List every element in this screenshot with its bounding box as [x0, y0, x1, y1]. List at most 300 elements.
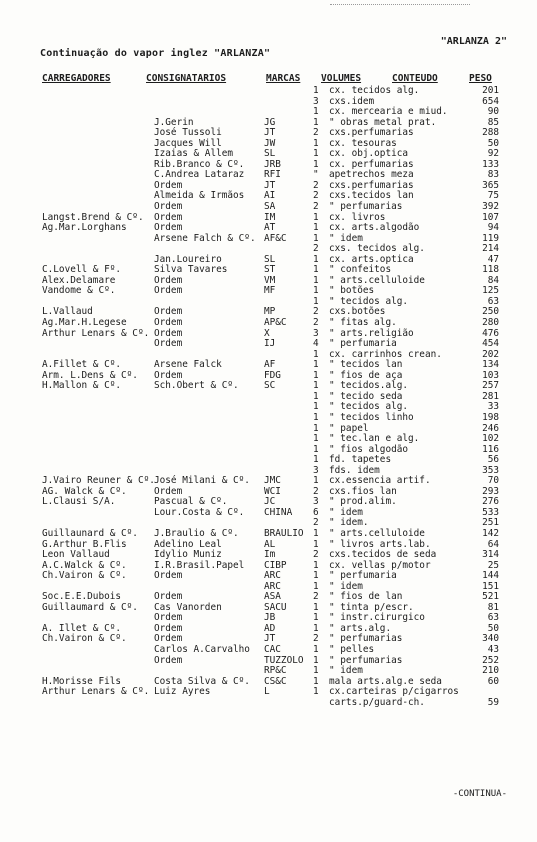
carregador-cell: A.Fillet & Cº.: [42, 359, 122, 371]
table-row: [0, 339, 537, 350]
conteudo-cell: " tecidos.alg.: [329, 380, 409, 392]
peso-cell: 64: [487, 538, 499, 550]
conteudo-cell: " tinta p/escr.: [329, 601, 414, 613]
volume-cell: 1: [313, 686, 319, 698]
marca-cell: L: [264, 686, 270, 698]
marca-cell: Im: [264, 549, 276, 561]
column-headers: [0, 73, 537, 87]
header-carregadores: CARREGADORES: [42, 73, 111, 84]
volume-cell: 1: [313, 211, 319, 223]
peso-cell: 43: [487, 643, 499, 655]
marca-cell: WCI: [264, 485, 281, 497]
peso-cell: 202: [482, 348, 499, 360]
conteudo-cell: cxs.tecidos lan: [329, 190, 414, 202]
conteudo-cell: " livros arts.lab.: [329, 538, 431, 550]
peso-cell: 392: [482, 201, 499, 213]
peso-cell: 201: [482, 85, 499, 96]
conteudo-cell: " papel: [329, 422, 369, 434]
table-row: [0, 392, 537, 403]
conteudo-cell: " perfumaria: [329, 570, 397, 582]
peso-cell: 476: [482, 327, 499, 339]
consignatario-cell: Ordem: [154, 211, 183, 223]
volume-cell: 1: [313, 665, 319, 677]
conteudo-cell: " fios de lan: [329, 591, 403, 603]
volume-cell: 1: [313, 559, 319, 571]
peso-cell: 133: [482, 158, 499, 170]
marca-cell: JW: [264, 137, 276, 149]
consignatario-cell: Ordem: [154, 633, 183, 645]
volume-cell: 1: [313, 380, 319, 392]
volume-cell: 1: [313, 253, 319, 265]
marca-cell: AD: [264, 622, 276, 634]
volume-cell: 2: [313, 485, 319, 497]
peso-cell: 210: [482, 665, 499, 677]
conteudo-cell: " arts.religião: [329, 327, 414, 339]
conteudo-cell: " arts.alg.: [329, 622, 392, 634]
marca-cell: JT: [264, 179, 276, 191]
consignatario-cell: Ordem: [154, 274, 183, 286]
consignatario-cell: Ordem: [154, 591, 183, 603]
carregador-cell: L.Clausi S/A.: [42, 496, 116, 508]
peso-cell: 92: [487, 148, 499, 160]
consignatario-cell: Cas Vanorden: [154, 601, 222, 613]
table-row: [0, 529, 537, 540]
carregador-cell: AG. Walck & Cº.: [42, 485, 127, 497]
marca-cell: AI: [264, 190, 276, 202]
peso-cell: 125: [482, 285, 499, 297]
volume-cell: 1: [313, 475, 319, 487]
consignatario-cell: Ordem: [154, 338, 183, 350]
marca-cell: JG: [264, 116, 276, 128]
conteudo-cell: " tecidos alg.: [329, 401, 409, 413]
conteudo-cell: " idem: [329, 665, 363, 677]
peso-cell: 293: [482, 485, 499, 497]
peso-cell: 251: [482, 517, 499, 529]
consignatario-cell: J.Braulio & Cº.: [154, 527, 239, 539]
header-consignatarios: CONSIGNATARIOS: [146, 73, 227, 84]
peso-cell: 47: [487, 253, 499, 265]
conteudo-cell: carts.p/guard-ch.: [329, 696, 425, 708]
conteudo-cell: " confeitos: [329, 264, 392, 276]
conteudo-cell: " tecidos linho: [329, 411, 414, 423]
peso-cell: 142: [482, 527, 499, 539]
volume-cell: 1: [313, 137, 319, 149]
marca-cell: SL: [264, 253, 276, 265]
conteudo-cell: cx. tecidos alg.: [329, 85, 420, 96]
conteudo-cell: cx. perfumarias: [329, 158, 414, 170]
conteudo-cell: cx.essencia artif.: [329, 475, 431, 487]
peso-cell: 250: [482, 306, 499, 318]
peso-cell: 454: [482, 338, 499, 350]
consignatario-cell: Ordem: [154, 201, 183, 213]
table-row: [0, 202, 537, 213]
peso-cell: 252: [482, 654, 499, 666]
conteudo-cell: cxs.fios lan: [329, 485, 397, 497]
marca-cell: BRAULIO: [264, 527, 304, 539]
marca-cell: JMC: [264, 475, 281, 487]
consignatario-cell: Ordem: [154, 654, 183, 666]
consignatario-cell: Rib.Branco & Cº.: [154, 158, 245, 170]
marca-cell: ASA: [264, 591, 281, 603]
volume-cell: 1: [313, 348, 319, 360]
volume-cell: 1: [313, 285, 319, 297]
volume-cell: 2: [313, 549, 319, 561]
table-row: [0, 413, 537, 424]
marca-cell: CS&C: [264, 675, 287, 687]
table-row: [0, 286, 537, 297]
volume-cell: 2: [313, 517, 319, 529]
peso-cell: 246: [482, 422, 499, 434]
marca-cell: X: [264, 327, 270, 339]
volume-cell: 1: [313, 654, 319, 666]
volume-cell: ": [313, 169, 319, 181]
table-row: [0, 445, 537, 456]
volume-cell: 1: [313, 570, 319, 582]
carregador-cell: Guillaunard & Cº.: [42, 527, 138, 539]
volume-cell: 3: [313, 327, 319, 339]
conteudo-cell: cx. livros: [329, 211, 386, 223]
conteudo-cell: cx. vellas p/motor: [329, 559, 431, 571]
conteudo-cell: " botões: [329, 285, 375, 297]
volume-cell: 1: [313, 390, 319, 402]
peso-cell: 103: [482, 369, 499, 381]
peso-cell: 59: [487, 696, 499, 708]
volume-cell: 1: [313, 622, 319, 634]
consignatario-cell: Ordem: [154, 306, 183, 318]
volume-cell: 1: [313, 411, 319, 423]
volume-cell: 3: [313, 496, 319, 508]
consignatario-cell: Adelino Leal: [154, 538, 222, 550]
peso-cell: 353: [482, 464, 499, 476]
page-reference: "ARLANZA 2": [440, 36, 507, 47]
manifest-table: [0, 86, 537, 708]
table-row: [0, 424, 537, 435]
volume-cell: 1: [313, 148, 319, 160]
peso-cell: 84: [487, 274, 499, 286]
conteudo-cell: " idem.: [329, 517, 369, 529]
marca-cell: CAC: [264, 643, 281, 655]
peso-cell: 340: [482, 633, 499, 645]
conteudo-cell: cxs.idem: [329, 95, 375, 107]
consignatario-cell: Ordem: [154, 222, 183, 234]
consignatario-cell: Ordem: [154, 179, 183, 191]
marca-cell: IM: [264, 211, 276, 223]
header-volumes: VOLUMES: [321, 73, 362, 84]
carregador-cell: Leon Vallaud: [42, 549, 110, 561]
conteudo-cell: cx. arts.algodão: [329, 222, 420, 234]
carregador-cell: Ch.Vairon & Cº.: [42, 570, 127, 582]
conteudo-cell: mala arts.alg.e seda: [329, 675, 442, 687]
consignatario-cell: Almeida & Irmãos: [154, 190, 245, 202]
consignatario-cell: Jacques Will: [154, 137, 222, 149]
marca-cell: IJ: [264, 338, 276, 350]
marca-cell: SA: [264, 201, 276, 213]
table-row: [0, 86, 537, 97]
marca-cell: JT: [264, 127, 276, 139]
peso-cell: 102: [482, 433, 499, 445]
carregador-cell: Alex.Delamare: [42, 274, 116, 286]
marca-cell: AF: [264, 359, 276, 371]
carregador-cell: C.Lovell & Fº.: [42, 264, 122, 276]
conteudo-cell: cx. obj.optica: [329, 148, 409, 160]
volume-cell: 1: [313, 675, 319, 687]
consignatario-cell: Ordem: [154, 369, 183, 381]
volume-cell: 3: [313, 95, 319, 107]
marca-cell: ST: [264, 264, 276, 276]
volume-cell: 2: [313, 306, 319, 318]
conteudo-cell: cx. tesouras: [329, 137, 397, 149]
consignatario-cell: Ordem: [154, 285, 183, 297]
consignatario-cell: Ordem: [154, 485, 183, 497]
peso-cell: 83: [487, 169, 499, 181]
table-row: [0, 402, 537, 413]
marca-cell: ARC: [264, 570, 281, 582]
table-row: [0, 97, 537, 108]
conteudo-cell: cx.carteiras p/cigarros: [329, 686, 459, 698]
marca-cell: RP&C: [264, 665, 287, 677]
peso-cell: 81: [487, 601, 499, 613]
peso-cell: 281: [482, 390, 499, 402]
marca-cell: AL: [264, 538, 276, 550]
volume-cell: 1: [313, 274, 319, 286]
consignatario-cell: Silva Tavares: [154, 264, 228, 276]
marca-cell: SC: [264, 380, 276, 392]
carregador-cell: L.Vallaud: [42, 306, 93, 318]
conteudo-cell: " pelles: [329, 643, 375, 655]
conteudo-cell: " idem: [329, 506, 363, 518]
volume-cell: 1: [313, 601, 319, 613]
peso-cell: 118: [482, 264, 499, 276]
conteudo-cell: " obras metal prat.: [329, 116, 437, 128]
volume-cell: 1: [313, 422, 319, 434]
conteudo-cell: " tecidos lan: [329, 359, 403, 371]
volume-cell: 1: [313, 264, 319, 276]
peso-cell: 276: [482, 496, 499, 508]
conteudo-cell: cx. mercearia e miud.: [329, 106, 448, 118]
carregador-cell: Vandome & Cº.: [42, 285, 116, 297]
table-row: [0, 318, 537, 329]
peso-cell: 107: [482, 211, 499, 223]
conteudo-cell: " fios algodão: [329, 443, 409, 455]
header-peso: PESO: [469, 73, 492, 84]
consignatario-cell: Ordem: [154, 317, 183, 329]
continua-marker: -CONTINUA-: [452, 789, 507, 799]
volume-cell: 1: [313, 443, 319, 455]
peso-cell: 33: [487, 401, 499, 413]
carregador-cell: A. Illet & Cº.: [42, 622, 122, 634]
volume-cell: 1: [313, 85, 319, 96]
consignatario-cell: Ordem: [154, 327, 183, 339]
peso-cell: 94: [487, 222, 499, 234]
consignatario-cell: Idylio Muniz: [154, 549, 222, 561]
volume-cell: 1: [313, 369, 319, 381]
volume-cell: 6: [313, 506, 319, 518]
volume-cell: 1: [313, 580, 319, 592]
conteudo-cell: " prod.alim.: [329, 496, 397, 508]
consignatario-cell: José Tussoli: [154, 127, 222, 139]
peso-cell: 75: [487, 190, 499, 202]
volume-cell: 2: [313, 243, 319, 255]
carregador-cell: A.C.Walck & Cº.: [42, 559, 127, 571]
scan-artifact: [330, 4, 470, 11]
conteudo-cell: apetrechos meza: [329, 169, 414, 181]
consignatario-cell: Carlos A.Carvalho: [154, 643, 250, 655]
peso-cell: 198: [482, 411, 499, 423]
peso-cell: 60: [487, 675, 499, 687]
peso-cell: 85: [487, 116, 499, 128]
consignatario-cell: Lour.Costa & Cº.: [154, 506, 245, 518]
consignatario-cell: Costa Silva & Cº.: [154, 675, 250, 687]
carregador-cell: Arm. L.Dens & Cº.: [42, 369, 138, 381]
consignatario-cell: Arsene Falck: [154, 359, 222, 371]
conteudo-cell: fd. tapetes: [329, 454, 392, 466]
marca-cell: CHINA: [264, 506, 293, 518]
peso-cell: 50: [487, 622, 499, 634]
marca-cell: JT: [264, 633, 276, 645]
consignatario-cell: Ordem: [154, 612, 183, 624]
conteudo-cell: " arts.celluloide: [329, 274, 425, 286]
marca-cell: CIBP: [264, 559, 287, 571]
consignatario-cell: José Milani & Cº.: [154, 475, 250, 487]
volume-cell: 2: [313, 633, 319, 645]
volume-cell: 2: [313, 317, 319, 329]
peso-cell: 70: [487, 475, 499, 487]
carregador-cell: Arthur Lenars & Cº.: [42, 327, 150, 339]
consignatario-cell: Pascual & Cº.: [154, 496, 228, 508]
consignatario-cell: Jan.Loureiro: [154, 253, 222, 265]
peso-cell: 314: [482, 549, 499, 561]
marca-cell: RFI: [264, 169, 281, 181]
conteudo-cell: " instr.cirurgico: [329, 612, 425, 624]
marca-cell: SACU: [264, 601, 287, 613]
table-row: [0, 234, 537, 245]
volume-cell: 1: [313, 222, 319, 234]
carregador-cell: Ag.Mar.Lorghans: [42, 222, 127, 234]
peso-cell: 90: [487, 106, 499, 118]
conteudo-cell: cxs.perfumarias: [329, 179, 414, 191]
marca-cell: AT: [264, 222, 276, 234]
conteudo-cell: fds. idem: [329, 464, 380, 476]
volume-cell: 1: [313, 643, 319, 655]
peso-cell: 280: [482, 317, 499, 329]
header-conteudo: CONTEUDO: [392, 73, 438, 84]
carregador-cell: J.Vairo Reuner & Cº.: [42, 475, 155, 487]
volume-cell: 1: [313, 401, 319, 413]
consignatario-cell: Ordem: [154, 622, 183, 634]
volume-cell: 1: [313, 232, 319, 244]
table-row: [0, 434, 537, 445]
volume-cell: 3: [313, 464, 319, 476]
peso-cell: 214: [482, 243, 499, 255]
marca-cell: AF&C: [264, 232, 287, 244]
carregador-cell: G.Arthur B.Flis: [42, 538, 127, 550]
consignatario-cell: J.Gerin: [154, 116, 194, 128]
conteudo-cell: " tec.lan e alg.: [329, 433, 420, 445]
table-row: [0, 698, 537, 709]
carregador-cell: Ch.Vairon & Cº.: [42, 633, 127, 645]
volume-cell: 1: [313, 359, 319, 371]
table-row: [0, 645, 537, 656]
marca-cell: AP&C: [264, 317, 287, 329]
marca-cell: MP: [264, 306, 276, 318]
conteudo-cell: " perfumarias: [329, 654, 403, 666]
document-title: Continuação do vapor inglez "ARLANZA": [40, 48, 271, 59]
conteudo-cell: " perfumaria: [329, 338, 397, 350]
marca-cell: JRB: [264, 158, 281, 170]
volume-cell: 1: [313, 454, 319, 466]
conteudo-cell: " fios de aça: [329, 369, 403, 381]
consignatario-cell: Ordem: [154, 570, 183, 582]
volume-cell: 1: [313, 527, 319, 539]
volume-cell: 1: [313, 106, 319, 118]
peso-cell: 134: [482, 359, 499, 371]
table-row: [0, 381, 537, 392]
carregador-cell: Ag.Mar.H.Legese: [42, 317, 127, 329]
volume-cell: 1: [313, 538, 319, 550]
carregador-cell: Soc.E.E.Dubois: [42, 591, 122, 603]
volume-cell: 1: [313, 116, 319, 128]
consignatario-cell: Izaias & Allem: [154, 148, 234, 160]
conteudo-cell: " idem: [329, 232, 363, 244]
volume-cell: 2: [313, 190, 319, 202]
peso-cell: 533: [482, 506, 499, 518]
consignatario-cell: Luiz Ayres: [154, 686, 211, 698]
peso-cell: 50: [487, 137, 499, 149]
peso-cell: 257: [482, 380, 499, 392]
conteudo-cell: " perfumarias: [329, 201, 403, 213]
peso-cell: 365: [482, 179, 499, 191]
volume-cell: 2: [313, 179, 319, 191]
table-row: [0, 687, 537, 698]
volume-cell: 1: [313, 158, 319, 170]
table-row: [0, 455, 537, 466]
peso-cell: 521: [482, 591, 499, 603]
peso-cell: 63: [487, 612, 499, 624]
conteudo-cell: cxs. tecidos alg.: [329, 243, 425, 255]
volume-cell: 1: [313, 612, 319, 624]
consignatario-cell: I.R.Brasil.Papel: [154, 559, 245, 571]
peso-cell: 63: [487, 295, 499, 307]
marca-cell: TUZZOLO: [264, 654, 304, 666]
carregador-cell: Guillaumard & Cº.: [42, 601, 138, 613]
conteudo-cell: cx. carrinhos crean.: [329, 348, 442, 360]
volume-cell: 1: [313, 433, 319, 445]
conteudo-cell: " tecido seda: [329, 390, 403, 402]
carregador-cell: Arthur Lenars & Cº.: [42, 686, 150, 698]
conteudo-cell: cxs.tecidos de seda: [329, 549, 437, 561]
marca-cell: VM: [264, 274, 276, 286]
volume-cell: 4: [313, 338, 319, 350]
peso-cell: 288: [482, 127, 499, 139]
marca-cell: FDG: [264, 369, 281, 381]
conteudo-cell: " fitas alg.: [329, 317, 397, 329]
conteudo-cell: cx. arts.optica: [329, 253, 414, 265]
volume-cell: 2: [313, 127, 319, 139]
peso-cell: 151: [482, 580, 499, 592]
peso-cell: 116: [482, 443, 499, 455]
marca-cell: SL: [264, 148, 276, 160]
volume-cell: 2: [313, 201, 319, 213]
conteudo-cell: " perfumarias: [329, 633, 403, 645]
carregador-cell: H.Morisse Fils: [42, 675, 122, 687]
peso-cell: 119: [482, 232, 499, 244]
carregador-cell: H.Mallon & Cº.: [42, 380, 122, 392]
marca-cell: MF: [264, 285, 276, 297]
conteudo-cell: " arts.celluloide: [329, 527, 425, 539]
peso-cell: 654: [482, 95, 499, 107]
marca-cell: JB: [264, 612, 276, 624]
carregador-cell: Langst.Brend & Cº.: [42, 211, 144, 223]
